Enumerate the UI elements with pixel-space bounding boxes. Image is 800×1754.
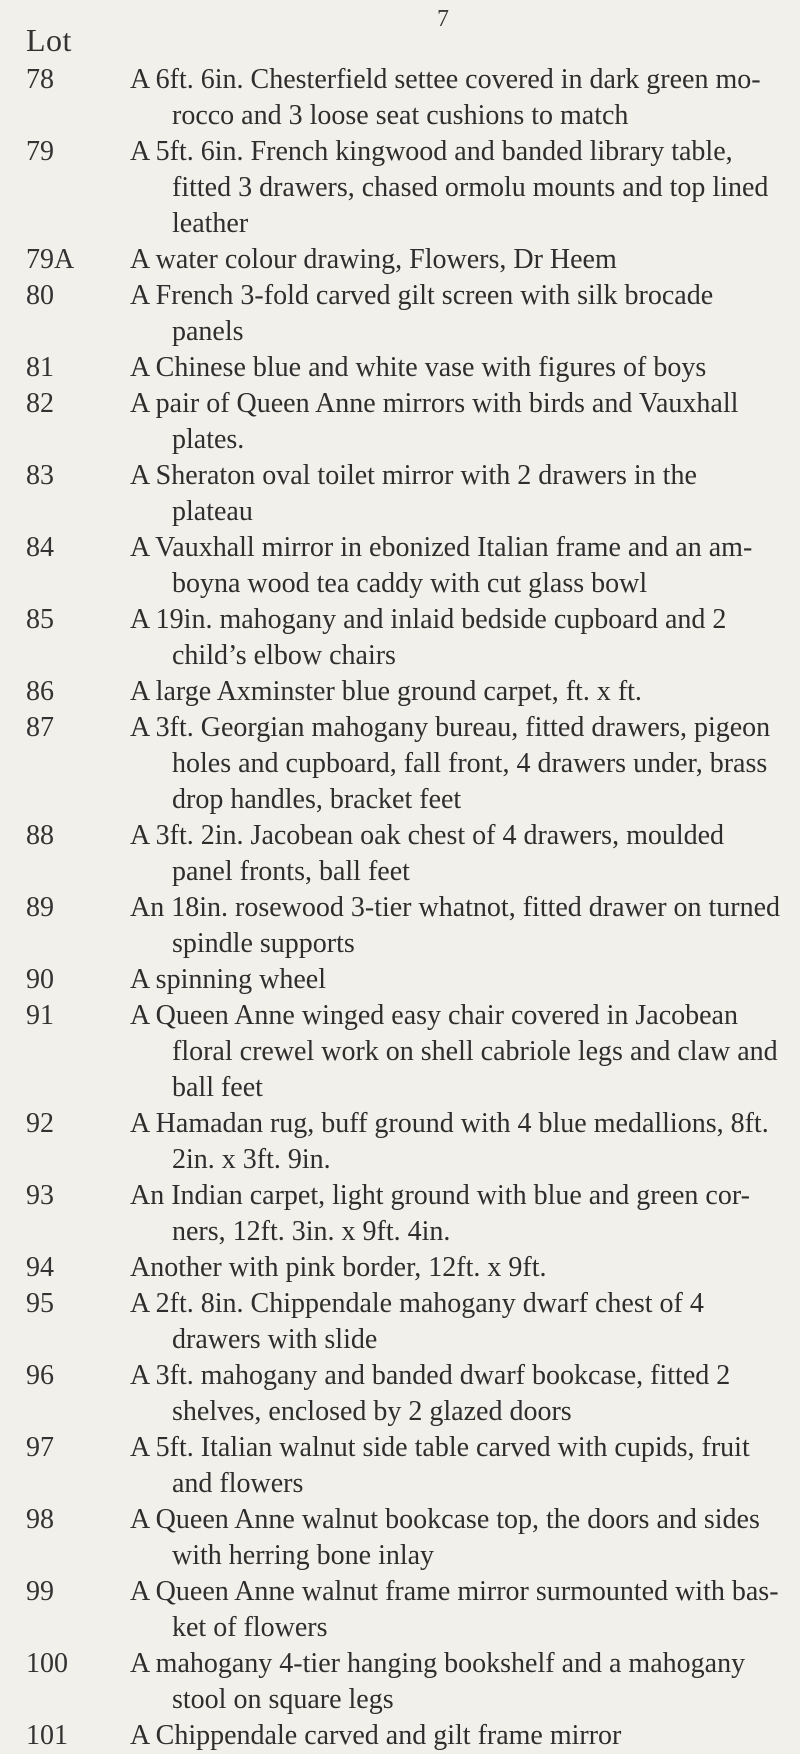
lot-number: 101 <box>26 1720 68 1751</box>
lot-entry <box>0 1286 800 1358</box>
lot-description: An 18in. rosewood 3-tier whatnot, fitted drawer on turned spindle supports <box>130 892 781 959</box>
lot-entry <box>0 278 800 350</box>
lot-entry <box>0 1574 800 1646</box>
lot-number: 97 <box>26 1432 54 1463</box>
lot-number: 95 <box>26 1288 54 1319</box>
lot-entry <box>0 1178 800 1250</box>
lot-list <box>0 62 800 1754</box>
lot-description: A 5ft. Italian walnut side table carved with cupids, fruit and flowers <box>130 1432 750 1499</box>
lot-description: A 6ft. 6in. Chesterfield settee covered in dark green mo-rocco and 3 loose seat cushions to match <box>130 64 761 131</box>
lot-number: 79 <box>26 136 54 167</box>
lot-number: 78 <box>26 64 54 95</box>
lot-number: 88 <box>26 820 54 851</box>
lot-entry <box>0 530 800 602</box>
lot-description: Another with pink border, 12ft. x 9ft. <box>130 1252 547 1283</box>
lot-description: A Chippendale carved and gilt frame mirror <box>130 1720 622 1751</box>
lot-description: A French 3-fold carved gilt screen with silk brocade panels <box>130 280 714 347</box>
lot-description: A 3ft. Georgian mahogany bureau, fitted drawers, pigeon holes and cupboard, fall front, 4 drawers under, brass drop handles, bracket feet <box>130 712 771 815</box>
lot-number: 100 <box>26 1648 68 1679</box>
lot-number: 82 <box>26 388 54 419</box>
lot-entry <box>0 242 800 278</box>
lot-number: 81 <box>26 352 54 383</box>
lot-number: 92 <box>26 1108 54 1139</box>
lot-description: A Sheraton oval toilet mirror with 2 drawers in the plateau <box>130 460 697 527</box>
lot-description: A 2ft. 8in. Chippendale mahogany dwarf chest of 4 drawers with slide <box>130 1288 704 1355</box>
lot-description: A water colour drawing, Flowers, Dr Heem <box>130 244 617 275</box>
lot-entry <box>0 1718 800 1754</box>
lot-entry <box>0 998 800 1106</box>
lot-number: 79A <box>26 244 75 275</box>
lot-description: A 3ft. mahogany and banded dwarf bookcase, fitted 2 shelves, enclosed by 2 glazed doors <box>130 1360 731 1427</box>
lot-entry <box>0 890 800 962</box>
lot-entry <box>0 710 800 818</box>
lot-number: 85 <box>26 604 54 635</box>
lot-entry <box>0 1646 800 1718</box>
lot-number: 83 <box>26 460 54 491</box>
lot-number: 98 <box>26 1504 54 1535</box>
lot-entry <box>0 1106 800 1178</box>
lot-entry <box>0 458 800 530</box>
lot-description: A Chinese blue and white vase with figures of boys <box>130 352 707 383</box>
lot-number: 93 <box>26 1180 54 1211</box>
lot-entry <box>0 386 800 458</box>
lot-entry <box>0 1358 800 1430</box>
lot-entry <box>0 350 800 386</box>
lot-entry <box>0 62 800 134</box>
lot-number: 99 <box>26 1576 54 1607</box>
lot-description: A Queen Anne winged easy chair covered in Jacobean floral crewel work on shell cabriole legs and claw and ball feet <box>130 1000 778 1103</box>
lot-description: A pair of Queen Anne mirrors with birds and Vauxhall plates. <box>130 388 739 455</box>
lot-description: A Queen Anne walnut frame mirror surmounted with bas-ket of flowers <box>130 1576 779 1643</box>
lot-number: 87 <box>26 712 54 743</box>
lot-number: 86 <box>26 676 54 707</box>
lot-description: A spinning wheel <box>130 964 326 995</box>
lot-description: A 3ft. 2in. Jacobean oak chest of 4 drawers, moulded panel fronts, ball feet <box>130 820 725 887</box>
lot-entry <box>0 1430 800 1502</box>
lot-entry <box>0 818 800 890</box>
lot-description: A Queen Anne walnut bookcase top, the doors and sides with herring bone inlay <box>130 1504 760 1571</box>
page-number: 7 <box>437 6 449 32</box>
lot-number: 80 <box>26 280 54 311</box>
lot-description: A 5ft. 6in. French kingwood and banded library table, fitted 3 drawers, chased ormolu mounts and top lined leather <box>130 136 769 239</box>
lot-entry <box>0 134 800 242</box>
lot-description: A Hamadan rug, buff ground with 4 blue medallions, 8ft. 2in. x 3ft. 9in. <box>130 1108 769 1175</box>
lot-number: 90 <box>26 964 54 995</box>
lot-description: A large Axminster blue ground carpet, ft. x ft. <box>130 676 642 707</box>
lot-column-header: Lot <box>26 22 72 58</box>
lot-entry <box>0 1502 800 1574</box>
lot-number: 89 <box>26 892 54 923</box>
lot-entry <box>0 602 800 674</box>
lot-number: 94 <box>26 1252 54 1283</box>
lot-number: 84 <box>26 532 54 563</box>
lot-description: A 19in. mahogany and inlaid bedside cupboard and 2 child’s elbow chairs <box>130 604 727 671</box>
lot-description: An Indian carpet, light ground with blue and green cor-ners, 12ft. 3in. x 9ft. 4in. <box>130 1180 750 1247</box>
lot-entry <box>0 674 800 710</box>
lot-description: A Vauxhall mirror in ebonized Italian frame and an am-boyna wood tea caddy with cut glass bowl <box>130 532 753 599</box>
lot-entry <box>0 962 800 998</box>
lot-number: 91 <box>26 1000 54 1031</box>
lot-entry <box>0 1250 800 1286</box>
lot-description: A mahogany 4-tier hanging bookshelf and a mahogany stool on square legs <box>130 1648 746 1715</box>
lot-number: 96 <box>26 1360 54 1391</box>
